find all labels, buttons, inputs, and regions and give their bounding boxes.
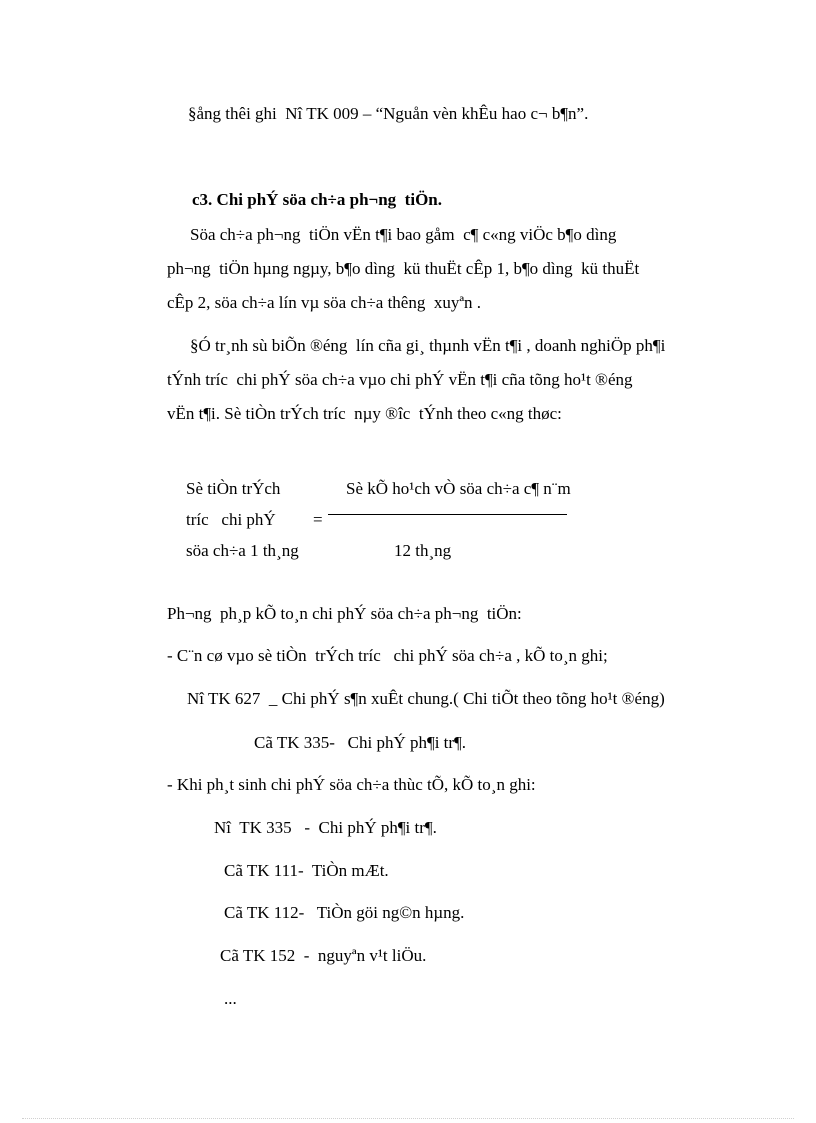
entry-2-credit-111: Cã TK 111- TiÒn mÆt.	[224, 861, 389, 880]
paragraph-1-line-2: ph¬ng tiÖn hµng ngµy, b¶o dìng kü thuËt cÊp 1, b¶o dìng kü thuËt	[167, 259, 640, 278]
step-1-text: - C¨n cø vµo sè tiÒn trÝch tríc chi phÝ söa ch÷a , kÕ to¸n ghi;	[167, 646, 608, 665]
formula-left-line-1: Sè tiÒn trÝch	[186, 479, 281, 498]
page-bottom-divider	[22, 1118, 794, 1119]
entry-2-credit-152: Cã TK 152 - nguyªn v¹t liÖu.	[220, 946, 427, 965]
section-heading: c3. Chi phÝ söa ch÷a ph¬ng tiÖn.	[192, 190, 442, 209]
paragraph-2-line-1: §Ó tr¸nh sù biÕn ®éng lín cña gi¸ thµnh vËn t¶i , doanh nghiÖp ph¶i	[190, 336, 666, 355]
entry-2-credit-112: Cã TK 112- TiÒn göi ng©n hµng.	[224, 903, 465, 922]
ellipsis: ...	[224, 989, 237, 1008]
formula-numerator: Sè kÕ ho¹ch vÒ söa ch÷a c¶ n¨m	[346, 479, 571, 498]
formula-left-line-2: tríc chi phÝ	[186, 510, 276, 529]
paragraph-2-line-2: tÝnh tríc chi phÝ söa ch÷a vµo chi phÝ vËn t¶i cña tõng ho¹t ®éng	[167, 370, 633, 389]
entry-2-debit: Nî TK 335 - Chi phÝ ph¶i tr¶.	[214, 818, 437, 837]
formula-equals-sign: =	[313, 510, 323, 529]
paragraph-2-line-3: vËn t¶i. Sè tiÒn trÝch tríc nµy ®îc tÝnh theo c«ng thøc:	[167, 404, 562, 423]
formula-left-line-3: söa ch÷a 1 th¸ng	[186, 541, 299, 560]
intro-line: §ång thêi ghi Nî TK 009 – “Nguån vèn khÊu hao c¬ b¶n”.	[188, 104, 589, 123]
entry-1-credit: Cã TK 335- Chi phÝ ph¶i tr¶.	[254, 733, 467, 752]
paragraph-1-line-1: Söa ch÷a ph¬ng tiÖn vËn t¶i bao gåm c¶ c«ng viÖc b¶o dìng	[190, 225, 617, 244]
entry-1-debit: Nî TK 627 _ Chi phÝ s¶n xuÊt chung.( Chi tiÕt theo tõng ho¹t ®éng)	[187, 689, 665, 708]
step-2-text: - Khi ph¸t sinh chi phÝ söa ch÷a thùc tÕ, kÕ to¸n ghi:	[167, 775, 536, 794]
method-title: Ph¬ng ph¸p kÕ to¸n chi phÝ söa ch÷a ph¬ng tiÖn:	[167, 604, 522, 623]
fraction-bar	[328, 514, 567, 515]
formula-denominator: 12 th¸ng	[394, 541, 452, 560]
paragraph-1-line-3: cÊp 2, söa ch÷a lín vµ söa ch÷a thêng xuyªn .	[167, 293, 482, 312]
